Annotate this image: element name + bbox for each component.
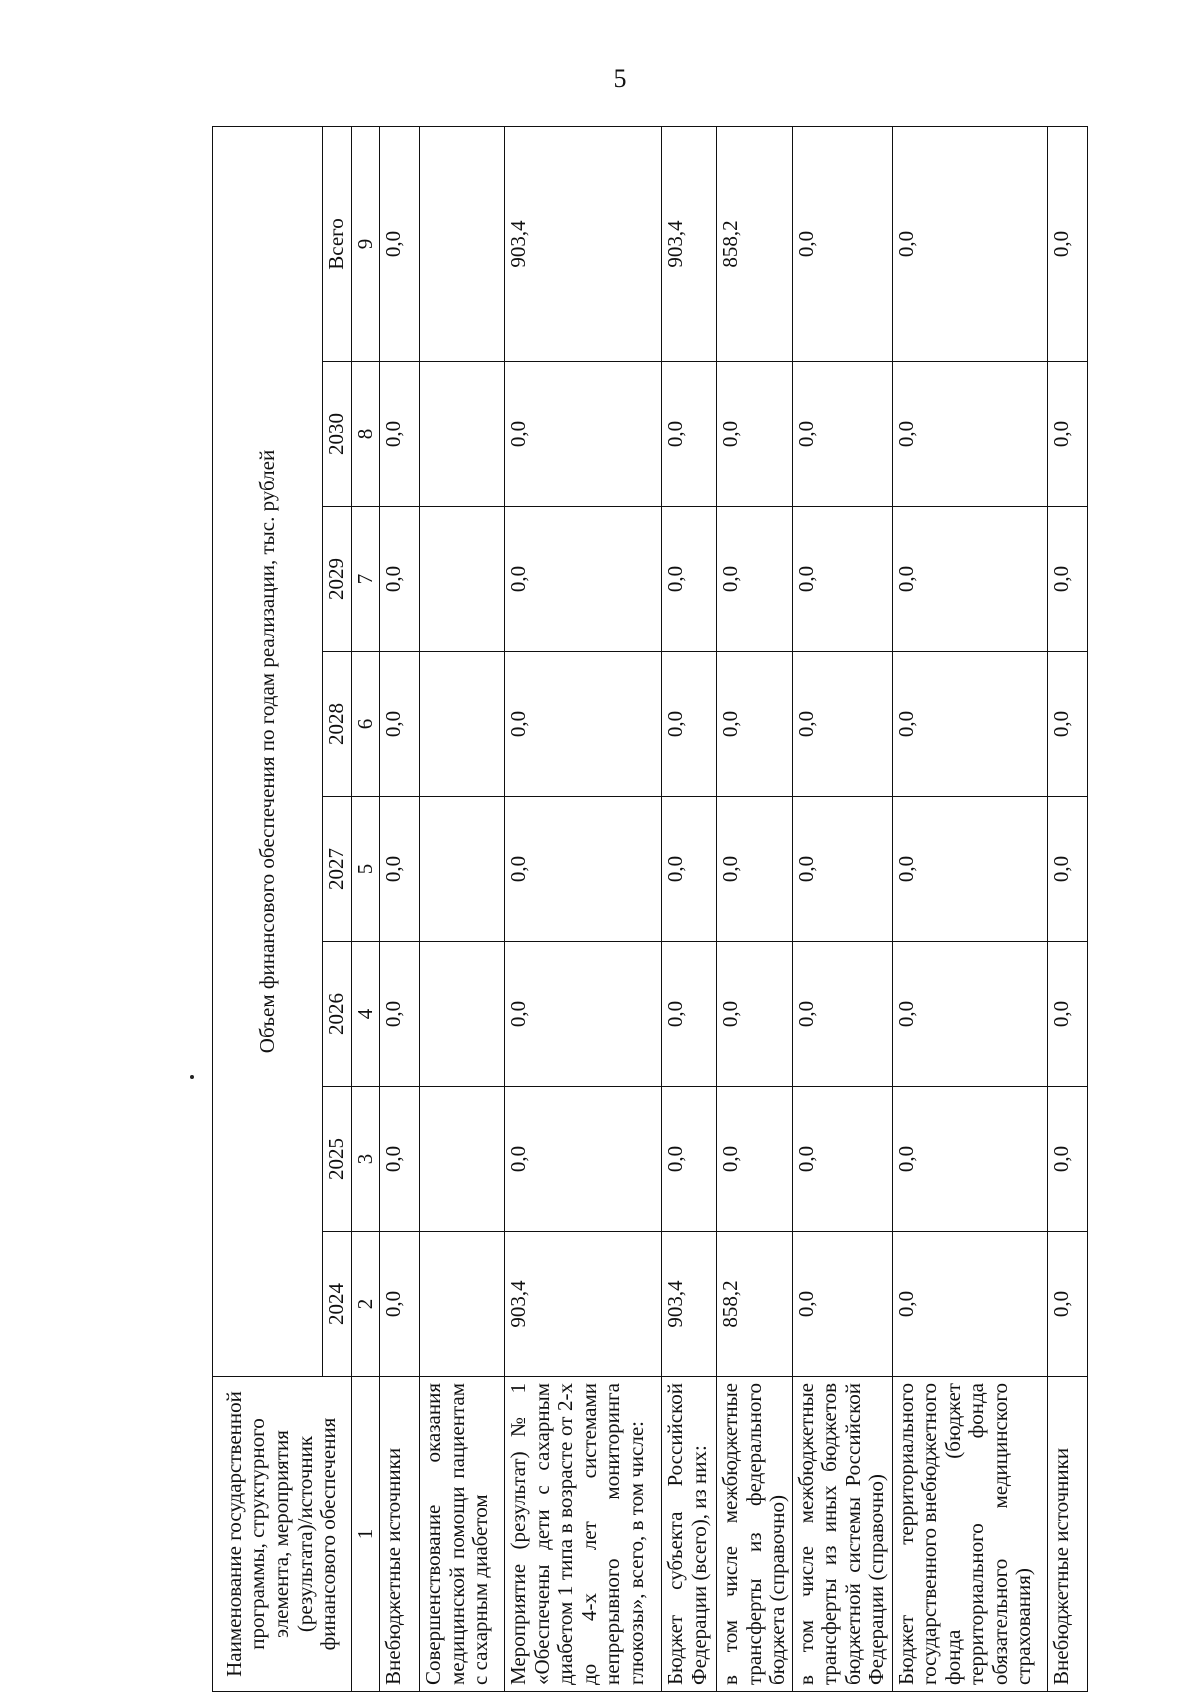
cell-value: 0,0: [380, 362, 420, 507]
cell-value: 903,4: [505, 126, 662, 361]
row-name: Внебюджетные источники: [1047, 1377, 1087, 1692]
cell-value: 0,0: [662, 362, 717, 507]
cell-value: 0,0: [1047, 797, 1087, 942]
cell-value: 0,0: [662, 1087, 717, 1232]
cell-value: 0,0: [792, 652, 892, 797]
cell-value: 0,0: [380, 942, 420, 1087]
table-row: [792, 126, 892, 1691]
cell-value: 0,0: [1047, 362, 1087, 507]
column-index: 6: [351, 652, 380, 797]
row-name: Бюджет территориального государственного внебюджетного фонда (бюджет территориального фонда обязательного медицинского страхования): [892, 1377, 1047, 1692]
cell-value: 0,0: [1047, 126, 1087, 361]
column-index: 2: [351, 1232, 380, 1377]
table-row: [1047, 126, 1087, 1691]
cell-value: 903,4: [662, 1232, 717, 1377]
cell-value: 903,4: [505, 1232, 662, 1377]
cell-value: 0,0: [1047, 1087, 1087, 1232]
column-index: 1: [351, 1377, 380, 1692]
cell-value: 0,0: [1047, 1232, 1087, 1377]
cell-value: 0,0: [792, 1087, 892, 1232]
cell-value: 0,0: [717, 797, 793, 942]
cell-value: 858,2: [717, 1232, 793, 1377]
cell-value: 858,2: [717, 126, 793, 361]
cell-value: 0,0: [380, 1232, 420, 1377]
header-year: 2030: [323, 362, 352, 507]
rotated-table-wrapper: [212, 127, 1082, 1692]
cell-value: [420, 1232, 505, 1377]
column-index: 3: [351, 1087, 380, 1232]
cell-value: 903,4: [662, 126, 717, 361]
cell-value: 0,0: [505, 507, 662, 652]
table-row: [380, 126, 420, 1691]
cell-value: 0,0: [892, 507, 1047, 652]
financing-table: [212, 126, 1088, 1692]
cell-value: 0,0: [505, 1087, 662, 1232]
row-name: Бюджет субъекта Российской Федерации (всего), из них:: [662, 1377, 717, 1692]
column-index: 4: [351, 942, 380, 1087]
header-name-column: Наименование государственной программы, структурного элемента, мероприятия (результата)/источник финансового обеспечения: [213, 1377, 352, 1692]
row-name: Совершенствование оказания медицинской помощи пациентам с сахарным диабетом: [420, 1377, 505, 1692]
column-index: 7: [351, 507, 380, 652]
cell-value: 0,0: [792, 797, 892, 942]
cell-value: 0,0: [662, 507, 717, 652]
header-year: 2024: [323, 1232, 352, 1377]
cell-value: 0,0: [380, 126, 420, 361]
header-year: 2028: [323, 652, 352, 797]
page-number: 5: [613, 64, 627, 93]
header-year: 2026: [323, 942, 352, 1087]
cell-value: 0,0: [792, 507, 892, 652]
row-name: Внебюджетные источники: [380, 1377, 420, 1692]
cell-value: 0,0: [1047, 942, 1087, 1087]
cell-value: 0,0: [717, 1087, 793, 1232]
row-name: в том числе межбюджетные трансферты из федерального бюджета (справочно): [717, 1377, 793, 1692]
cell-value: 0,0: [892, 942, 1047, 1087]
row-name: Мероприятие (результат) № 1 «Обеспечены дети с сахарным диабетом 1 типа в возрасте от 2-х до 4-х лет системами непрерывного мониторинга глюкозы», всего, в том числе:: [505, 1377, 662, 1692]
column-index: 8: [351, 362, 380, 507]
cell-value: 0,0: [892, 652, 1047, 797]
cell-value: 0,0: [505, 362, 662, 507]
cell-value: 0,0: [505, 652, 662, 797]
cell-value: 0,0: [380, 797, 420, 942]
cell-value: 0,0: [792, 942, 892, 1087]
cell-value: 0,0: [380, 652, 420, 797]
header-year: 2027: [323, 797, 352, 942]
cell-value: 0,0: [505, 942, 662, 1087]
header-volume: Объем финансового обеспечения по годам реализации, тыс. рублей: [213, 126, 323, 1376]
table-row: [892, 126, 1047, 1691]
cell-value: [420, 1087, 505, 1232]
column-index: 5: [351, 797, 380, 942]
header-year: 2025: [323, 1087, 352, 1232]
table-row: [662, 126, 717, 1691]
cell-value: [420, 797, 505, 942]
table-row: [717, 126, 793, 1691]
row-name: в том числе межбюджетные трансферты из иных бюджетов бюджетной системы Российской Федерации (справочно): [792, 1377, 892, 1692]
cell-value: [420, 126, 505, 361]
cell-value: [420, 942, 505, 1087]
cell-value: 0,0: [662, 942, 717, 1087]
cell-value: 0,0: [792, 362, 892, 507]
cell-value: 0,0: [892, 1087, 1047, 1232]
cell-value: 0,0: [662, 797, 717, 942]
cell-value: 0,0: [892, 1232, 1047, 1377]
cell-value: [420, 362, 505, 507]
cell-value: 0,0: [892, 797, 1047, 942]
scan-dot: [190, 1075, 194, 1079]
cell-value: 0,0: [1047, 507, 1087, 652]
table-row: [505, 126, 662, 1691]
cell-value: 0,0: [380, 1087, 420, 1232]
column-index: 9: [351, 126, 380, 361]
cell-value: 0,0: [505, 797, 662, 942]
table-row: [420, 126, 505, 1691]
cell-value: 0,0: [717, 507, 793, 652]
cell-value: 0,0: [717, 942, 793, 1087]
cell-value: 0,0: [717, 362, 793, 507]
cell-value: [420, 507, 505, 652]
header-total: Всего: [323, 126, 352, 361]
cell-value: 0,0: [892, 362, 1047, 507]
cell-value: 0,0: [892, 126, 1047, 361]
cell-value: 0,0: [662, 652, 717, 797]
cell-value: 0,0: [1047, 652, 1087, 797]
cell-value: 0,0: [792, 1232, 892, 1377]
cell-value: [420, 652, 505, 797]
cell-value: 0,0: [792, 126, 892, 361]
cell-value: 0,0: [717, 652, 793, 797]
cell-value: 0,0: [380, 507, 420, 652]
header-year: 2029: [323, 507, 352, 652]
